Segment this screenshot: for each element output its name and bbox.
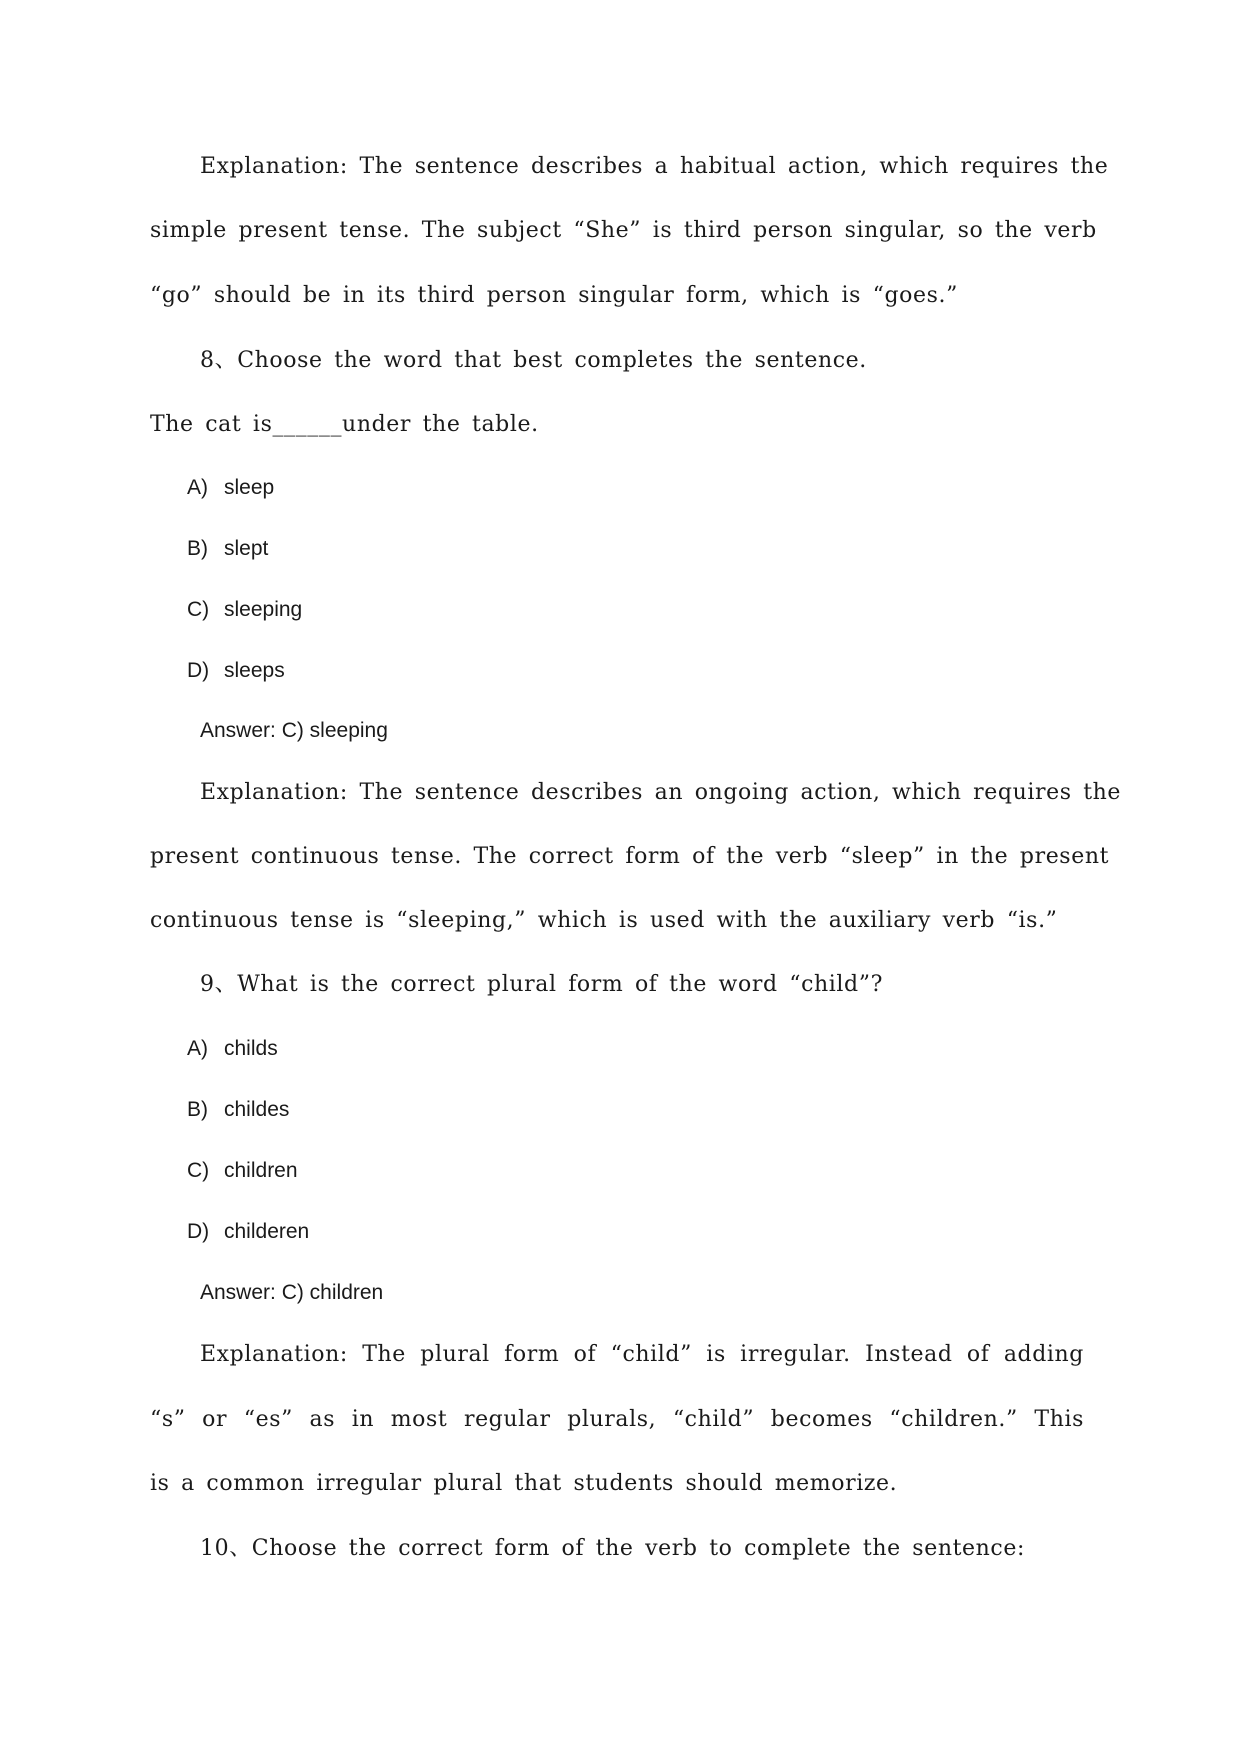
q8-explanation-line-1: Explanation: The sentence describes an ongoing action, which requires the: [200, 780, 1122, 805]
option-letter: D): [187, 659, 210, 682]
option-text: childeren: [224, 1220, 310, 1243]
option-text: children: [224, 1159, 298, 1182]
q8-sentence: The cat is______under the table.: [150, 412, 539, 437]
option-letter: A): [187, 476, 208, 499]
q8-option-b: [187, 534, 268, 564]
option-text: sleeping: [224, 598, 303, 621]
q7-explanation-line-2: simple present tense. The subject “She” is third person singular, so the verb: [150, 218, 1097, 243]
option-letter: C): [187, 598, 210, 621]
q9-option-b: [187, 1095, 289, 1125]
option-letter: A): [187, 1037, 208, 1060]
q8-option-d: [187, 656, 285, 686]
option-letter: B): [187, 537, 208, 560]
q9-explanation-line-2: “s” or “es” as in most regular plurals, “child” becomes “children.” This: [150, 1407, 1084, 1432]
option-letter: C): [187, 1159, 210, 1182]
option-letter: D): [187, 1220, 210, 1243]
q7-explanation-line-3: “go” should be in its third person singular form, which is “goes.”: [150, 283, 958, 308]
q9-explanation-line-1: Explanation: The plural form of “child” is irregular. Instead of adding: [200, 1342, 1084, 1367]
q9-prompt: 9、What is the correct plural form of the word “child”?: [200, 972, 883, 997]
q8-explanation-line-3: continuous tense is “sleeping,” which is used with the auxiliary verb “is.”: [150, 908, 1058, 933]
option-letter: B): [187, 1098, 208, 1121]
q10-prompt: 10、Choose the correct form of the verb to complete the sentence:: [200, 1536, 1025, 1561]
q8-prompt: 8、Choose the word that best completes the sentence.: [200, 348, 867, 373]
q8-option-a: [187, 473, 274, 503]
q9-answer: Answer: C) children: [200, 1281, 384, 1304]
option-text: sleeps: [224, 659, 285, 682]
option-text: childs: [224, 1037, 278, 1060]
option-text: childes: [224, 1098, 290, 1121]
option-text: sleep: [224, 476, 275, 499]
q9-option-d: [187, 1217, 309, 1247]
q8-explanation-line-2: present continuous tense. The correct form of the verb “sleep” in the present: [150, 844, 1110, 869]
q9-option-a: [187, 1034, 278, 1064]
q8-answer: Answer: C) sleeping: [200, 719, 388, 742]
option-text: slept: [224, 537, 269, 560]
q7-explanation-line-1: Explanation: The sentence describes a habitual action, which requires the: [200, 154, 1109, 179]
q8-option-c: [187, 595, 302, 625]
q9-explanation-line-3: is a common irregular plural that students should memorize.: [150, 1471, 898, 1496]
q9-option-c: [187, 1156, 298, 1186]
